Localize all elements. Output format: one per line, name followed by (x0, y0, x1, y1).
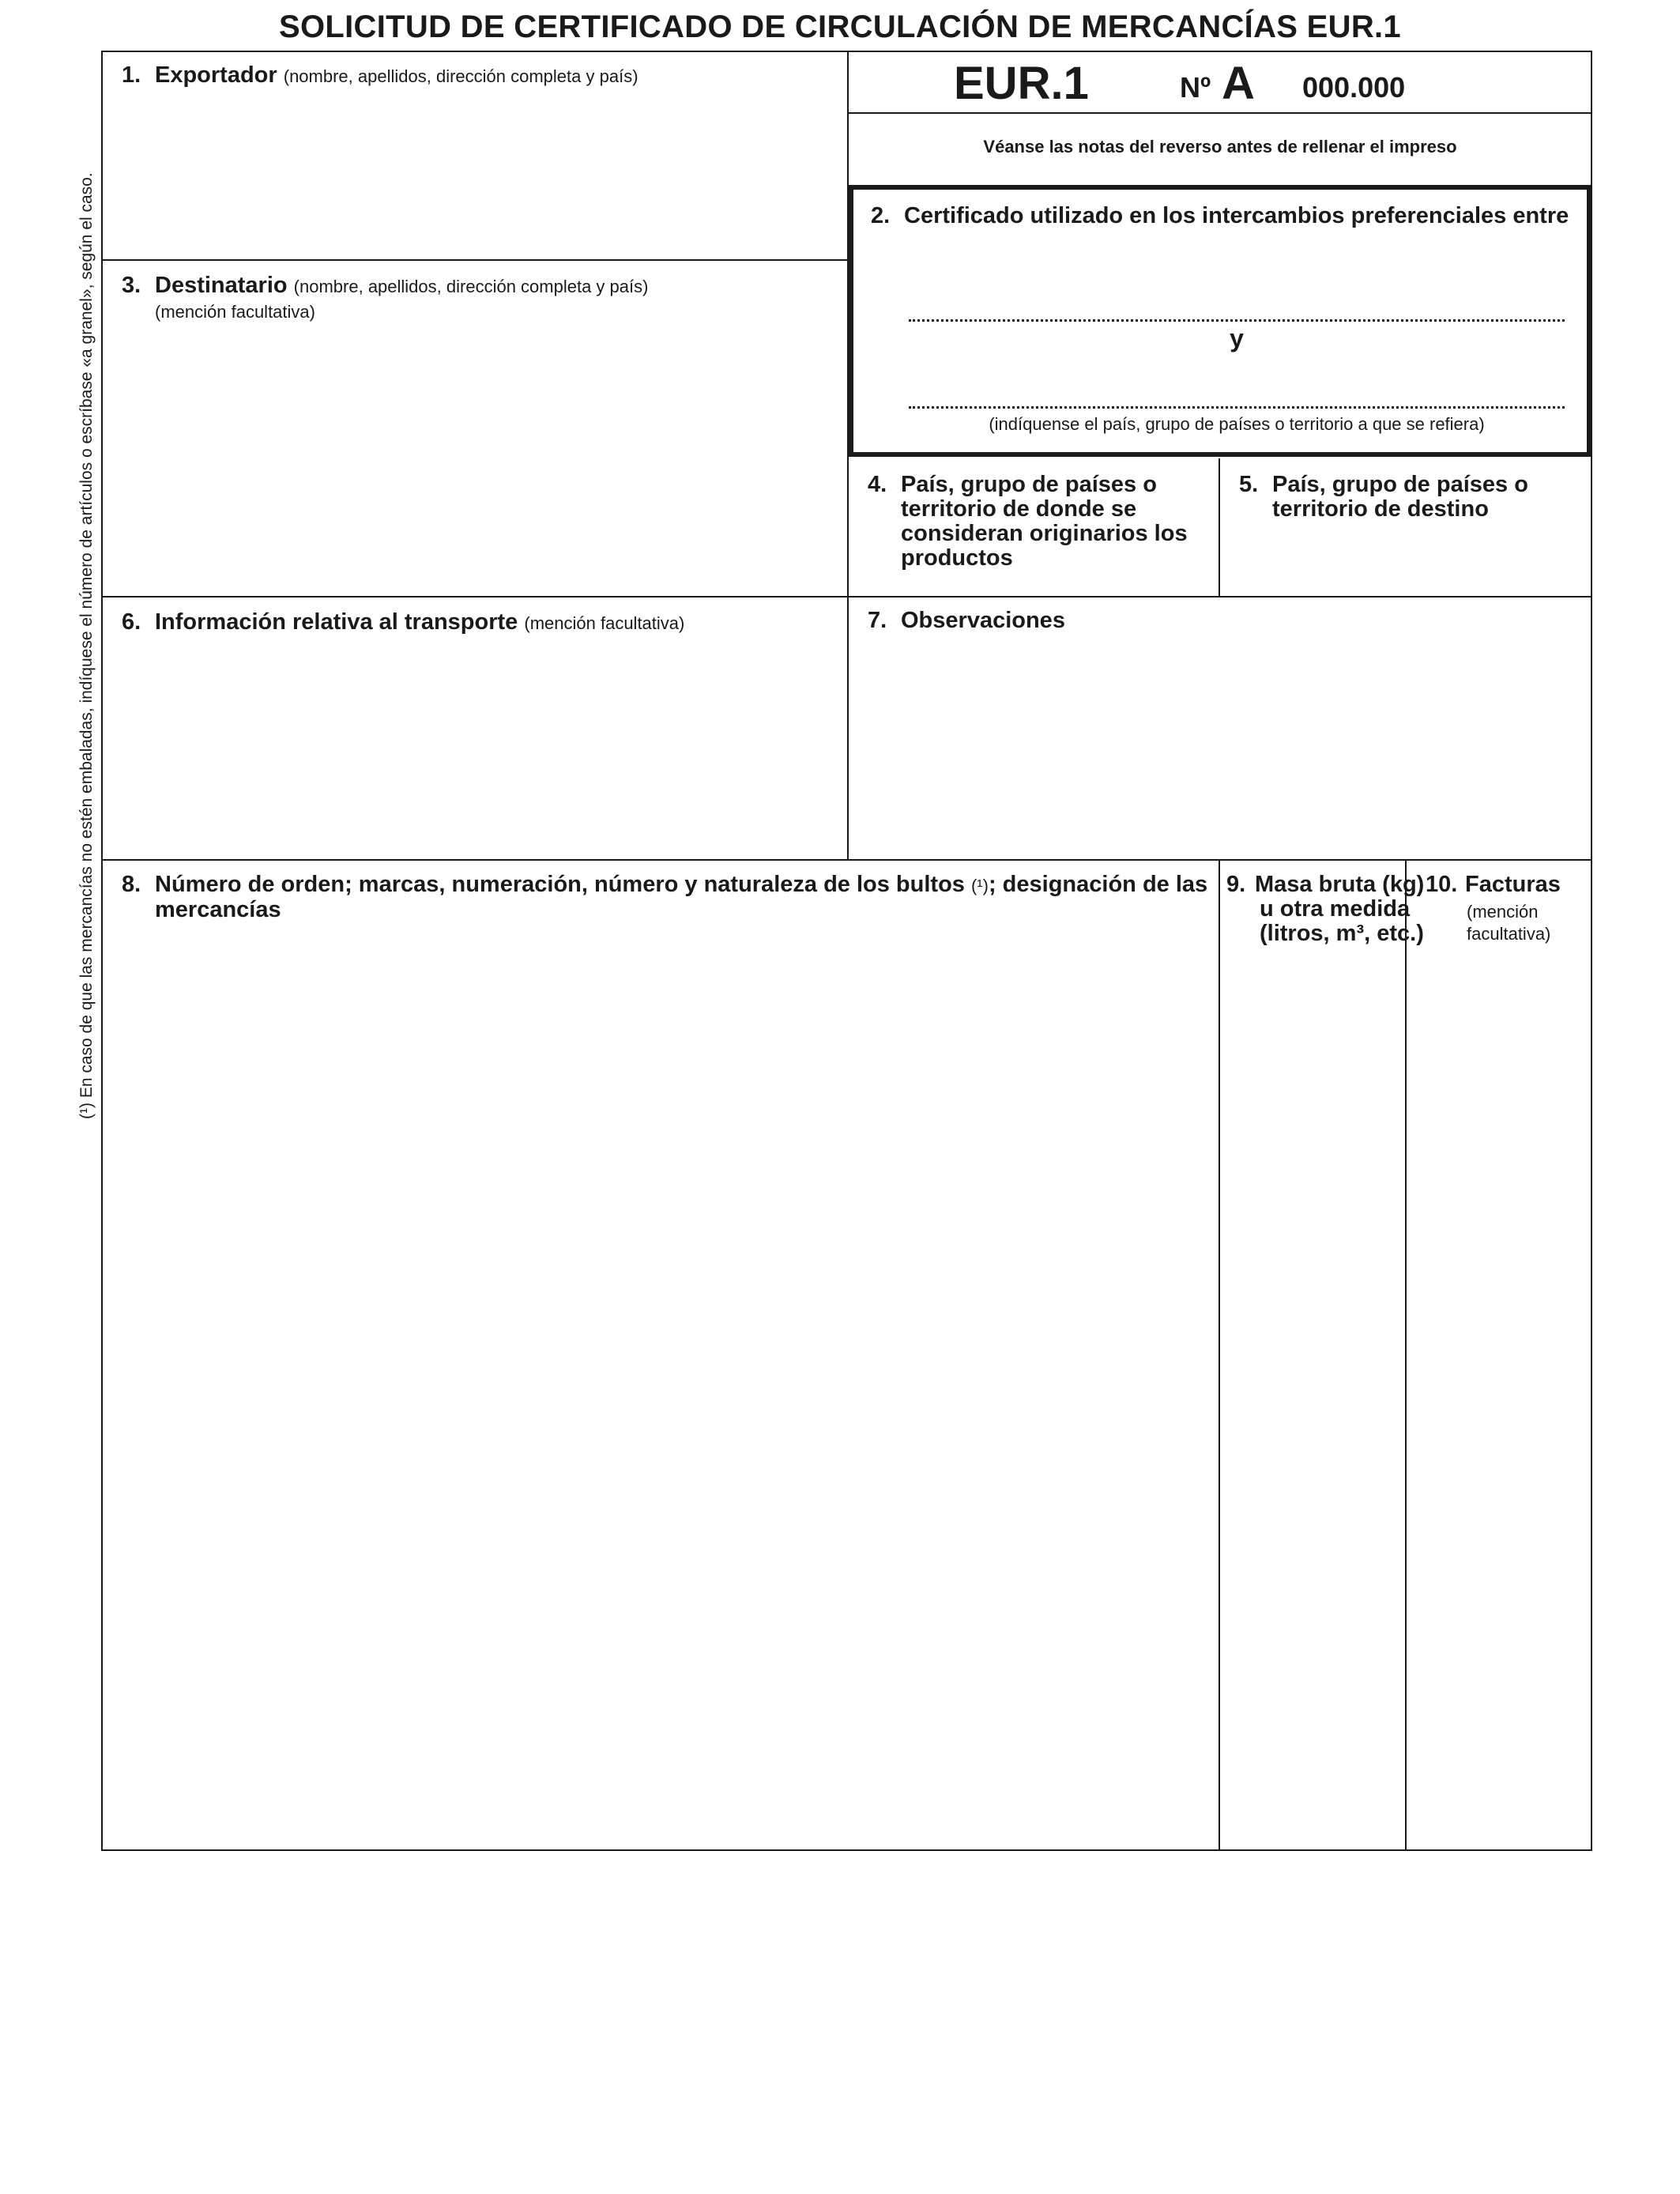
reverse-notes: Véanse las notas del reverso antes de rellenar el impreso (983, 137, 1457, 156)
box-3-label (122, 273, 866, 324)
box-1-title: Exportador (155, 62, 277, 88)
box-9-input-area[interactable] (1226, 1012, 1397, 1842)
divider-row4 (101, 859, 1592, 861)
box-10-label (1426, 873, 1617, 897)
box-3-title: Destinatario (155, 273, 288, 298)
border-left (101, 51, 103, 1851)
form-code: EUR.1 (954, 58, 1089, 109)
box-7-title: Observaciones (901, 608, 1065, 633)
serial-number: 000.000 (1302, 71, 1406, 104)
box-2-country-a-field[interactable] (909, 319, 1565, 322)
box-2-number: 2. (871, 203, 891, 228)
box-4-number: 4. (868, 472, 887, 497)
box-2-hint: (indíquense el país, grupo de países o territorio a que se refiera) (989, 414, 1485, 434)
box-6-input-area[interactable] (111, 648, 838, 854)
box-6-detail: (mención facultativa) (524, 613, 685, 633)
box-3-optional: (mención facultativa) (155, 302, 315, 322)
box-8-footnote-ref: (¹) (970, 876, 989, 895)
box-5-number: 5. (1239, 472, 1259, 497)
box-1-number: 1. (122, 62, 141, 88)
side-footnote: (¹) En caso de que las mercancías no estén embaladas, indíquese el número de artículos o escríbase «a granel», según el caso. (77, 172, 96, 1119)
border-bottom (101, 1849, 1592, 1851)
divider-box1-box3 (101, 259, 848, 261)
box-10-input-area[interactable] (1414, 964, 1584, 1842)
box-10-title: Facturas (1465, 872, 1561, 897)
number-label: Nº (1180, 71, 1211, 104)
box-8-title: Número de orden; marcas, numeración, número y naturaleza de los bultos (155, 872, 965, 897)
box-6-title: Información relativa al transporte (155, 609, 518, 635)
box-10-number: 10. (1426, 872, 1458, 897)
box-1-label (122, 63, 866, 89)
box-3-detail: (nombre, apellidos, dirección completa y país) (293, 277, 649, 296)
box-7-input-area[interactable] (857, 648, 1584, 854)
box-9-number: 9. (1226, 872, 1246, 897)
box-7-number: 7. (868, 608, 887, 633)
box-6-number: 6. (122, 609, 141, 635)
box-10-detail: (mención facultativa) (1467, 902, 1551, 944)
box-7-label (868, 609, 1612, 633)
box-5-label (1239, 473, 1612, 522)
box-8-input-area[interactable] (111, 933, 1209, 1842)
divider-box8-box9 (1219, 859, 1220, 1850)
box-1-detail: (nombre, apellidos, dirección completa y país) (283, 66, 638, 86)
box-4-label (868, 473, 1241, 571)
box-2-label (871, 204, 1599, 228)
form-title: SOLICITUD DE CERTIFICADO DE CIRCULACIÓN DE MERCANCÍAS EUR.1 (279, 9, 1401, 44)
box-2-title: Certificado utilizado en los intercambios preferenciales entre (904, 203, 1569, 228)
box-8-label (122, 873, 1245, 922)
box-5-title: País, grupo de países o territorio de destino (1272, 472, 1528, 522)
divider-box9-box10 (1405, 859, 1407, 1850)
box-1-input-area[interactable] (111, 98, 838, 253)
box-6-label (122, 610, 866, 635)
box-4-title: País, grupo de países o territorio de donde se consideran originarios los productos (901, 472, 1188, 571)
box-9-title: Masa bruta (kg) u otra medida (litros, m³, etc.) (1255, 872, 1425, 946)
series-letter: A (1222, 58, 1255, 109)
box-9-label (1226, 873, 1433, 946)
box-3-number: 3. (122, 273, 141, 298)
box-3-input-area[interactable] (111, 332, 838, 588)
box-2-joiner: y (1230, 324, 1244, 352)
box-2-country-b-field[interactable] (909, 406, 1565, 409)
box-8-title-cont: ; designación de las mercancías (155, 872, 1208, 922)
divider-eur-row (847, 112, 1591, 114)
box-8-number: 8. (122, 872, 141, 897)
divider-row3 (101, 596, 1592, 598)
